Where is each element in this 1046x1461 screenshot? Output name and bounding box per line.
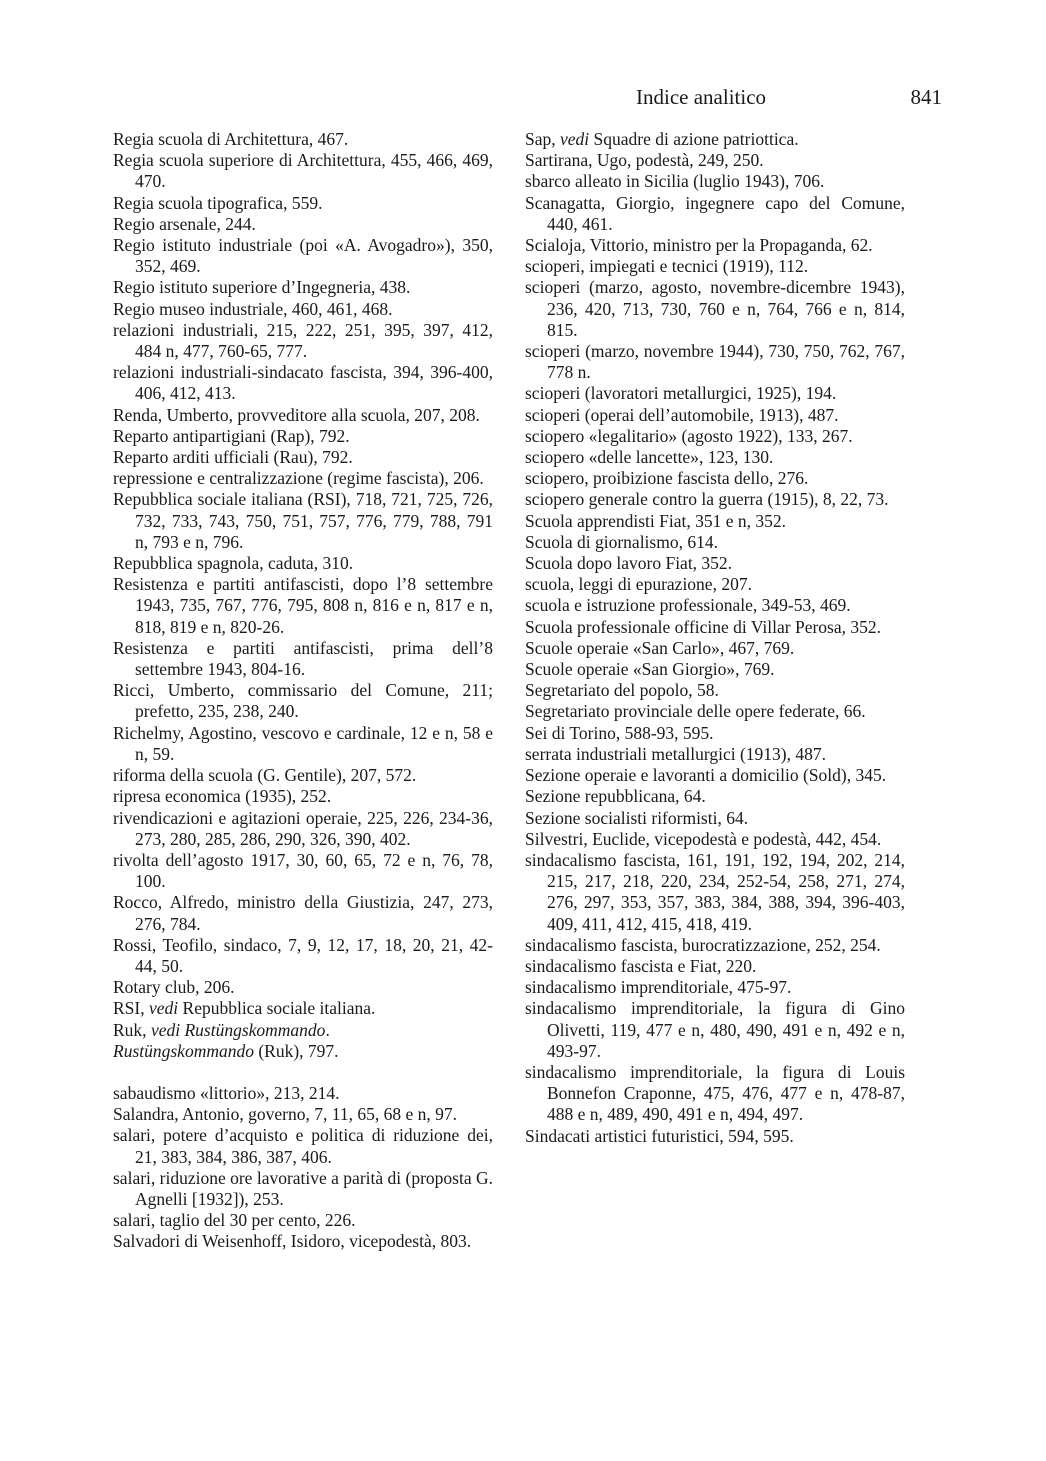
index-entry: relazioni industriali, 215, 222, 251, 395, 397, 412, 484 n, 477, 760-65, 777. — [113, 319, 493, 362]
index-entry: Regio istituto industriale (poi «A. Avogadro»), 350, 352, 469. — [113, 235, 493, 277]
index-entry-sap — [525, 129, 905, 150]
index-entry: Regio museo industriale, 460, 461, 468. — [113, 298, 393, 319]
index-entry: Scuola di giornalismo, 614. — [525, 531, 718, 552]
index-entry: rivendicazioni e agitazioni operaie, 225, 226, 234-36, 273, 280, 285, 286, 290, 326, 390, 402. — [113, 807, 493, 849]
entry-italic: vedi — [148, 998, 179, 1019]
index-entry: Scuola dopo lavoro Fiat, 352. — [525, 553, 733, 574]
entry-text: Ruk, — [113, 1019, 151, 1040]
index-entry: Scuole operaie «San Carlo», 467, 769. — [525, 637, 795, 658]
index-entry-rsi — [113, 998, 493, 1019]
index-entry-rustungskommando — [113, 1041, 493, 1062]
index-entry: Regio arsenale, 244. — [113, 213, 256, 234]
index-entry: scuola e istruzione professionale, 349-53, 469. — [525, 595, 851, 616]
entry-text: RSI, — [113, 998, 149, 1019]
index-entry: Scuola apprendisti Fiat, 351 e n, 352. — [525, 510, 787, 531]
index-entry: sciopero, proibizione fascista dello, 276. — [525, 468, 809, 489]
index-entry: sbarco alleato in Sicilia (luglio 1943), 706. — [525, 171, 825, 192]
index-entry: Scialoja, Vittorio, ministro per la Propaganda, 62. — [525, 235, 873, 256]
running-head-title: Indice analitico — [636, 85, 767, 109]
index-entry: Salvadori di Weisenhoff, Isidoro, vicepodestà, 803. — [113, 1231, 472, 1252]
index-entry: sciopero generale contro la guerra (1915), 8, 22, 73. — [525, 489, 889, 510]
index-entry: Sartirana, Ugo, podestà, 249, 250. — [525, 150, 764, 171]
index-entry: scioperi (operai dell’automobile, 1913), 487. — [525, 404, 839, 425]
index-entry: serrata industriali metallurgici (1913), 487. — [525, 743, 826, 764]
index-entry: Regia scuola tipografica, 559. — [113, 192, 323, 213]
index-entry: Resistenza e partiti antifascisti, dopo l’8 settembre 1943, 735, 767, 776, 795, 808 n, 816 e n, 817 e n, 818, 819 e n, 820-26. — [113, 574, 493, 637]
index-entry: sindacalismo fascista e Fiat, 220. — [525, 955, 757, 976]
index-entry: Regio istituto superiore d’Ingegneria, 438. — [113, 277, 411, 298]
index-entry-ruk — [113, 1020, 493, 1041]
index-entry: scioperi (marzo, novembre 1944), 730, 750, 762, 767, 778 n. — [525, 341, 905, 383]
entry-italic: vedi — [560, 129, 590, 149]
index-entry: salari, taglio del 30 per cento, 226. — [113, 1210, 356, 1231]
index-entry: sindacalismo fascista, burocratizzazione, 252, 254. — [525, 934, 881, 955]
index-entry: riforma della scuola (G. Gentile), 207, 572. — [113, 765, 417, 786]
entry-text: Repubblica sociale italiana. — [178, 998, 376, 1019]
index-entry: sindacalismo imprenditoriale, la figura di Gino Olivetti, 119, 477 e n, 480, 490, 491 e n, 492 e n, 493-97. — [525, 998, 905, 1061]
index-entry: Sezione socialisti riformisti, 64. — [525, 807, 749, 828]
index-entry: scuola, leggi di epurazione, 207. — [525, 574, 752, 595]
index-entry: Sindacati artistici futuristici, 594, 595. — [525, 1125, 794, 1146]
index-entry: salari, potere d’acquisto e politica di riduzione dei, 21, 383, 384, 386, 387, 406. — [113, 1125, 493, 1167]
index-entry: scioperi (marzo, agosto, novembre-dicembre 1943), 236, 420, 713, 730, 760 e n, 764, 766 e n, 814, 815. — [525, 277, 905, 340]
index-entry: relazioni industriali-sindacato fascista, 394, 396-400, 406, 412, 413. — [113, 362, 493, 404]
index-column-left — [113, 129, 493, 1253]
page-number: 841 — [910, 85, 942, 109]
entry-italic: vedi Rustüngskommando — [150, 1019, 326, 1040]
index-entry: Salandra, Antonio, governo, 7, 11, 65, 68 e n, 97. — [113, 1104, 457, 1125]
index-entry: Regia scuola superiore di Architettura, 455, 466, 469, 470. — [113, 150, 493, 192]
index-entry: Segretariato del popolo, 58. — [525, 680, 719, 701]
index-entry: sindacalismo imprenditoriale, la figura di Louis Bonnefon Craponne, 475, 476, 477 e n, 478-87, 488 e n, 489, 490, 491 e n, 494, 497. — [525, 1061, 905, 1125]
entry-text: Sap, — [525, 129, 560, 149]
index-entry: Scuola professionale officine di Villar Perosa, 352. — [525, 616, 881, 637]
index-entry: Regia scuola di Architettura, 467. — [113, 129, 349, 149]
letter-section-gap — [113, 1062, 493, 1083]
index-entry: Repubblica sociale italiana (RSI), 718, 721, 725, 726, 732, 733, 743, 750, 751, 757, 776, 779, 788, 791 n, 793 e n, 796. — [113, 489, 493, 552]
index-entry: scioperi, impiegati e tecnici (1919), 112. — [525, 256, 809, 277]
index-entry: ripresa economica (1935), 252. — [113, 786, 332, 807]
index-entry: sciopero «delle lancette», 123, 130. — [525, 447, 774, 468]
entry-italic: Rustüngskommando — [113, 1040, 254, 1061]
index-entry: Rocco, Alfredo, ministro della Giustizia, 247, 273, 276, 784. — [113, 892, 493, 934]
index-entry: repressione e centralizzazione (regime fascista), 206. — [113, 468, 484, 489]
entry-text: Squadre di azione patriottica. — [589, 129, 799, 149]
index-column-right — [525, 129, 905, 1147]
index-entry: sindacalismo fascista, 161, 191, 192, 194, 202, 214, 215, 217, 218, 220, 234, 252-54, 258, 271, 274, 276, 297, 353, 357, 383, 384, 388, 394, 396-403, 409, 411, 412, 415, 418, 419. — [525, 849, 905, 934]
index-entry: salari, riduzione ore lavorative a parità di (proposta G. Agnelli [1932]), 253. — [113, 1167, 493, 1209]
index-entry: Sezione operaie e lavoranti a domicilio (Sold), 345. — [525, 765, 887, 786]
index-entry: scioperi (lavoratori metallurgici, 1925), 194. — [525, 383, 837, 404]
index-entry: Rossi, Teofilo, sindaco, 7, 9, 12, 17, 18, 20, 21, 42-44, 50. — [113, 934, 493, 976]
index-entry: Rotary club, 206. — [113, 977, 235, 998]
index-entry: Richelmy, Agostino, vescovo e cardinale, 12 e n, 58 e n, 59. — [113, 722, 493, 764]
index-entry: Segretariato provinciale delle opere federate, 66. — [525, 701, 866, 722]
index-entry: Sezione repubblicana, 64. — [525, 786, 706, 807]
index-entry: Reparto antipartigiani (Rap), 792. — [113, 425, 350, 446]
index-entry: Silvestri, Euclide, vicepodestà e podestà, 442, 454. — [525, 828, 882, 849]
index-entry: Renda, Umberto, provveditore alla scuola, 207, 208. — [113, 404, 480, 425]
index-entry: Ricci, Umberto, commissario del Comune, 211; prefetto, 235, 238, 240. — [113, 680, 493, 722]
entry-text: . — [325, 1019, 330, 1040]
index-entry: Sei di Torino, 588-93, 595. — [525, 722, 714, 743]
index-entry: sciopero «legalitario» (agosto 1922), 133, 267. — [525, 425, 853, 446]
index-entry: Resistenza e partiti antifascisti, prima dell’8 settembre 1943, 804-16. — [113, 637, 493, 680]
index-entry: sabaudismo «littorio», 213, 214. — [113, 1082, 340, 1103]
index-entry: rivolta dell’agosto 1917, 30, 60, 65, 72 e n, 76, 78, 100. — [113, 849, 493, 892]
entry-text: (Ruk), 797. — [253, 1040, 339, 1061]
index-entry: Scuole operaie «San Giorgio», 769. — [525, 659, 775, 680]
index-entry: Repubblica spagnola, caduta, 310. — [113, 553, 354, 574]
index-entry: sindacalismo imprenditoriale, 475-97. — [525, 977, 792, 998]
index-entry: Reparto arditi ufficiali (Rau), 792. — [113, 447, 353, 468]
index-entry: Scanagatta, Giorgio, ingegnere capo del Comune, 440, 461. — [525, 192, 905, 234]
